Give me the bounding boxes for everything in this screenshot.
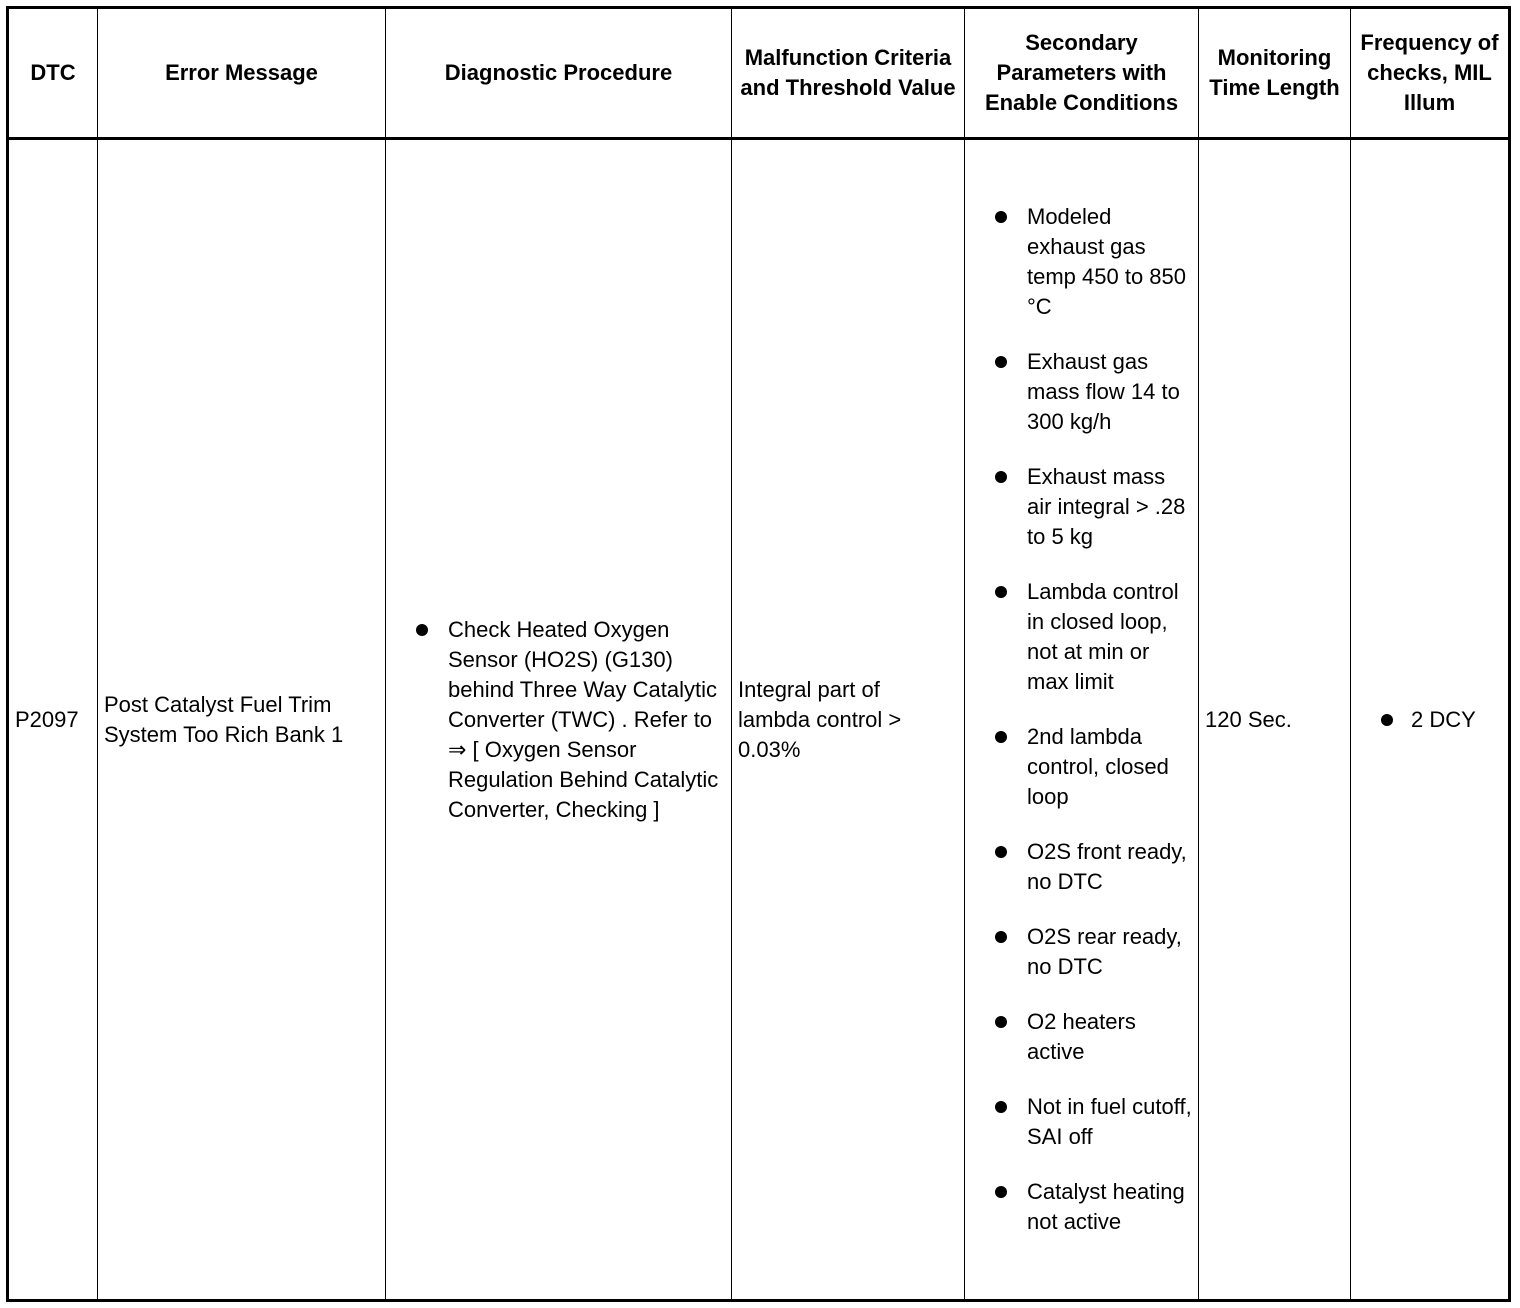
list-item — [971, 1007, 1192, 1067]
table-header-row — [8, 8, 1510, 139]
cell-monitoring-time: 120 Sec. — [1199, 139, 1351, 1301]
table-row — [8, 139, 1510, 1301]
list-item — [971, 347, 1192, 437]
header-secondary-parameters: Secondary Parameters with Enable Conditions — [965, 8, 1199, 139]
secondary-parameter-text: O2 heaters active — [1027, 1009, 1136, 1064]
secondary-parameter-text: Exhaust gas mass flow 14 to 300 kg/h — [1027, 349, 1180, 434]
list-item — [971, 722, 1192, 812]
bullet-icon — [995, 1016, 1007, 1028]
secondary-parameter-text: Catalyst heating not active — [1027, 1179, 1185, 1234]
list-item — [971, 462, 1192, 552]
bullet-icon — [995, 471, 1007, 483]
bullet-icon — [995, 1101, 1007, 1113]
bullet-icon — [995, 1186, 1007, 1198]
bullet-icon — [1381, 714, 1393, 726]
list-item — [971, 202, 1192, 322]
secondary-parameter-text: Exhaust mass air integral > .28 to 5 kg — [1027, 464, 1186, 549]
cell-error-message: Post Catalyst Fuel Trim System Too Rich Bank 1 — [98, 139, 386, 1301]
secondary-parameter-text: O2S front ready, no DTC — [1027, 839, 1187, 894]
frequency-text: 2 DCY — [1411, 706, 1476, 732]
secondary-parameter-text: 2nd lambda control, closed loop — [1027, 724, 1169, 809]
list-item — [971, 922, 1192, 982]
bullet-icon — [995, 846, 1007, 858]
secondary-parameter-text: O2S rear ready, no DTC — [1027, 924, 1182, 979]
secondary-parameter-text: Modeled exhaust gas temp 450 to 850 °C — [1027, 204, 1187, 319]
header-frequency: Frequency of checks, MIL Illum — [1351, 8, 1510, 139]
header-malfunction-criteria: Malfunction Criteria and Threshold Value — [732, 8, 965, 139]
cell-frequency — [1351, 139, 1510, 1301]
dtc-table — [6, 6, 1511, 1302]
list-item — [1357, 705, 1502, 735]
list-item — [971, 577, 1192, 697]
list-item — [971, 837, 1192, 897]
bullet-icon — [995, 731, 1007, 743]
frequency-list — [1357, 705, 1502, 735]
bullet-icon — [995, 211, 1007, 223]
list-item — [971, 1092, 1192, 1152]
bullet-icon — [995, 586, 1007, 598]
header-error-message: Error Message — [98, 8, 386, 139]
secondary-parameters-list — [971, 202, 1192, 1237]
secondary-parameter-text: Lambda control in closed loop, not at min or max limit — [1027, 579, 1179, 694]
bullet-icon — [995, 931, 1007, 943]
cell-secondary-parameters — [965, 139, 1199, 1301]
secondary-parameter-text: Not in fuel cutoff, SAI off — [1027, 1094, 1192, 1149]
header-monitoring-time: Monitoring Time Length — [1199, 8, 1351, 139]
list-item — [971, 1177, 1192, 1237]
cell-malfunction-criteria: Integral part of lambda control > 0.03% — [732, 139, 965, 1301]
diagnostic-procedure-list — [392, 615, 725, 825]
diagnostic-procedure-text: Check Heated Oxygen Sensor (HO2S) (G130) behind Three Way Catalytic Converter (TWC) . Refer to ⇒ [ Oxygen Sensor Regulation Behind Catalytic Converter, Checking ] — [448, 616, 719, 822]
cell-dtc: P2097 — [8, 139, 98, 1301]
list-item — [392, 615, 725, 825]
cell-diagnostic-procedure — [386, 139, 732, 1301]
header-dtc: DTC — [8, 8, 98, 139]
bullet-icon — [416, 624, 428, 636]
header-diagnostic-procedure: Diagnostic Procedure — [386, 8, 732, 139]
bullet-icon — [995, 356, 1007, 368]
